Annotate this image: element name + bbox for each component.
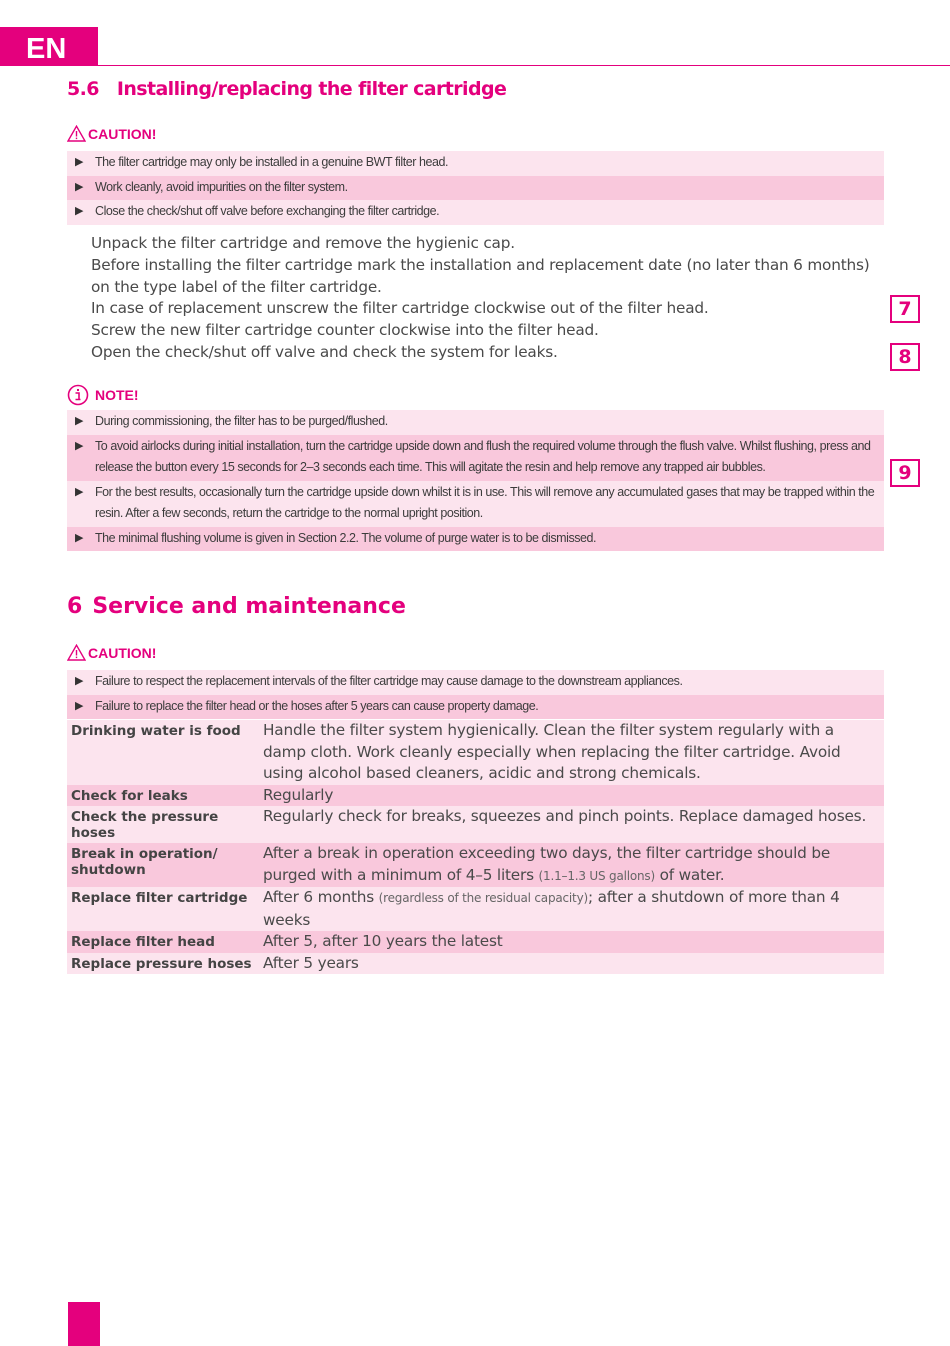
list-item-text: Failure to replace the filter head or the hoses after 5 years can cause property damage. — [95, 698, 539, 713]
section-5-6-heading — [67, 78, 506, 100]
list-item — [67, 481, 884, 527]
value-note: (1.1–1.3 US gallons) — [538, 868, 655, 883]
table-row — [67, 887, 884, 931]
caution-list-6 — [67, 670, 884, 719]
section-title: Service and maintenance — [92, 594, 406, 619]
list-item-text: The minimal flushing volume is given in Section 2.2. The volume of purge water is to be dismissed. — [95, 530, 597, 545]
figure-ref-7: 7 — [890, 295, 920, 323]
table-row — [67, 953, 884, 975]
list-item-text: To avoid airlocks during initial installation, turn the cartridge upside down and flush the required volume through the flush valve. Whilst flushing, press and release the button every 15 seconds for 2–3 seconds each time. This will agitate the resin and help remove any trapped air bubbles. — [95, 438, 871, 474]
caution-text: CAUTION! — [88, 644, 157, 661]
list-item — [67, 527, 884, 552]
table-row — [67, 931, 884, 953]
list-item — [67, 670, 884, 695]
list-item-text: Failure to respect the replacement intervals of the filter cartridge may cause damage to the downstream appliances. — [95, 674, 683, 688]
bullet-triangle-icon: ▶ — [75, 156, 84, 168]
table-value: Regularly — [259, 785, 884, 807]
section-number: 5.6 — [67, 78, 99, 100]
value-text: ; after a shutdown of more than 4 weeks — [263, 888, 840, 929]
installation-steps — [91, 233, 876, 364]
table-row — [67, 843, 884, 887]
section-6-heading — [67, 594, 406, 619]
bullet-triangle-icon: ▶ — [75, 205, 84, 217]
table-value — [259, 887, 884, 931]
list-item-text: For the best results, occasionally turn the cartridge upside down whilst it is in use. This will remove any accumulated gases that may be trapped within the resin. After a few seconds, return the cartridge to the normal upright position. — [95, 484, 875, 520]
table-value: After 5 years — [259, 953, 884, 975]
caution-label — [67, 644, 156, 661]
step: Unpack the filter cartridge and remove the hygienic cap. — [91, 234, 515, 252]
step: In case of replacement unscrew the filter cartridge clockwise out of the filter head. — [91, 299, 709, 318]
table-key: Replace pressure hoses — [67, 953, 259, 975]
table-row — [67, 806, 884, 843]
list-item — [67, 695, 884, 720]
list-item-text: The filter cartridge may only be installed in a genuine BWT filter head. — [95, 155, 448, 169]
bullet-triangle-icon: ▶ — [75, 439, 84, 452]
table-key: Replace filter head — [67, 931, 259, 953]
figure-ref-8: 8 — [890, 343, 920, 371]
table-key: Break in operation/ shutdown — [67, 843, 259, 887]
value-note: (regardless of the residual capacity) — [378, 891, 588, 905]
note-list — [67, 410, 884, 551]
list-item — [67, 176, 884, 201]
value-text: After a break in operation exceeding two days, the filter cartridge should be purged with a minimum of 4–5 liters — [263, 844, 831, 884]
table-value — [259, 843, 884, 887]
language-tab: EN — [0, 27, 98, 66]
table-value: Regularly check for breaks, squeezes and pinch points. Replace damaged hoses. — [259, 806, 884, 843]
table-value: Handle the filter system hygienically. Clean the filter system regularly with a damp cloth. Work cleanly especially when replacing the filter cartridge. Avoid using alcohol based cleaners, acidic and strong chemicals. — [259, 720, 884, 785]
caution-list-5-6 — [67, 151, 884, 225]
step: Before installing the filter cartridge mark the installation and replacement date (no later than 6 months) on the type label of the filter cartridge. — [91, 255, 870, 296]
page-marker — [68, 1302, 100, 1346]
caution-label — [67, 125, 156, 142]
warning-triangle-icon — [67, 125, 86, 142]
bullet-triangle-icon: ▶ — [75, 699, 84, 712]
bullet-triangle-icon: ▶ — [75, 485, 84, 498]
table-key: Check for leaks — [67, 785, 259, 807]
section-title: Installing/replacing the filter cartridge — [116, 78, 507, 100]
section-number: 6 — [67, 594, 83, 619]
table-key: Drinking water is food — [67, 720, 259, 785]
bullet-triangle-icon: ▶ — [75, 531, 84, 544]
figure-ref-9: 9 — [890, 459, 920, 487]
value-text: After 6 months — [263, 888, 379, 906]
table-key: Replace filter cartridge — [67, 887, 259, 931]
list-item — [67, 200, 884, 225]
table-row — [67, 720, 884, 785]
step: Screw the new filter cartridge counter clockwise into the filter head. — [91, 321, 599, 340]
bullet-triangle-icon: ▶ — [75, 180, 84, 193]
caution-text: CAUTION! — [88, 125, 157, 142]
warning-triangle-icon — [67, 644, 86, 661]
bullet-triangle-icon: ▶ — [75, 415, 84, 427]
note-text: NOTE! — [95, 387, 139, 403]
table-value: After 5, after 10 years the latest — [259, 931, 884, 953]
list-item-text: During commissioning, the filter has to be purged/flushed. — [95, 414, 388, 428]
info-circle-icon — [67, 384, 89, 406]
bullet-triangle-icon: ▶ — [75, 675, 84, 687]
list-item-text: Work cleanly, avoid impurities on the filter system. — [95, 179, 348, 194]
maintenance-table — [67, 720, 884, 974]
note-label — [67, 384, 139, 406]
table-key: Check the pressure hoses — [67, 806, 259, 843]
value-text: of water. — [654, 865, 725, 884]
table-row — [67, 785, 884, 807]
list-item — [67, 435, 884, 481]
list-item-text: Close the check/shut off valve before exchanging the filter cartridge. — [95, 204, 440, 218]
step: Open the check/shut off valve and check the system for leaks. — [91, 342, 558, 361]
list-item — [67, 151, 884, 176]
list-item — [67, 410, 884, 435]
header-rule — [98, 65, 950, 66]
